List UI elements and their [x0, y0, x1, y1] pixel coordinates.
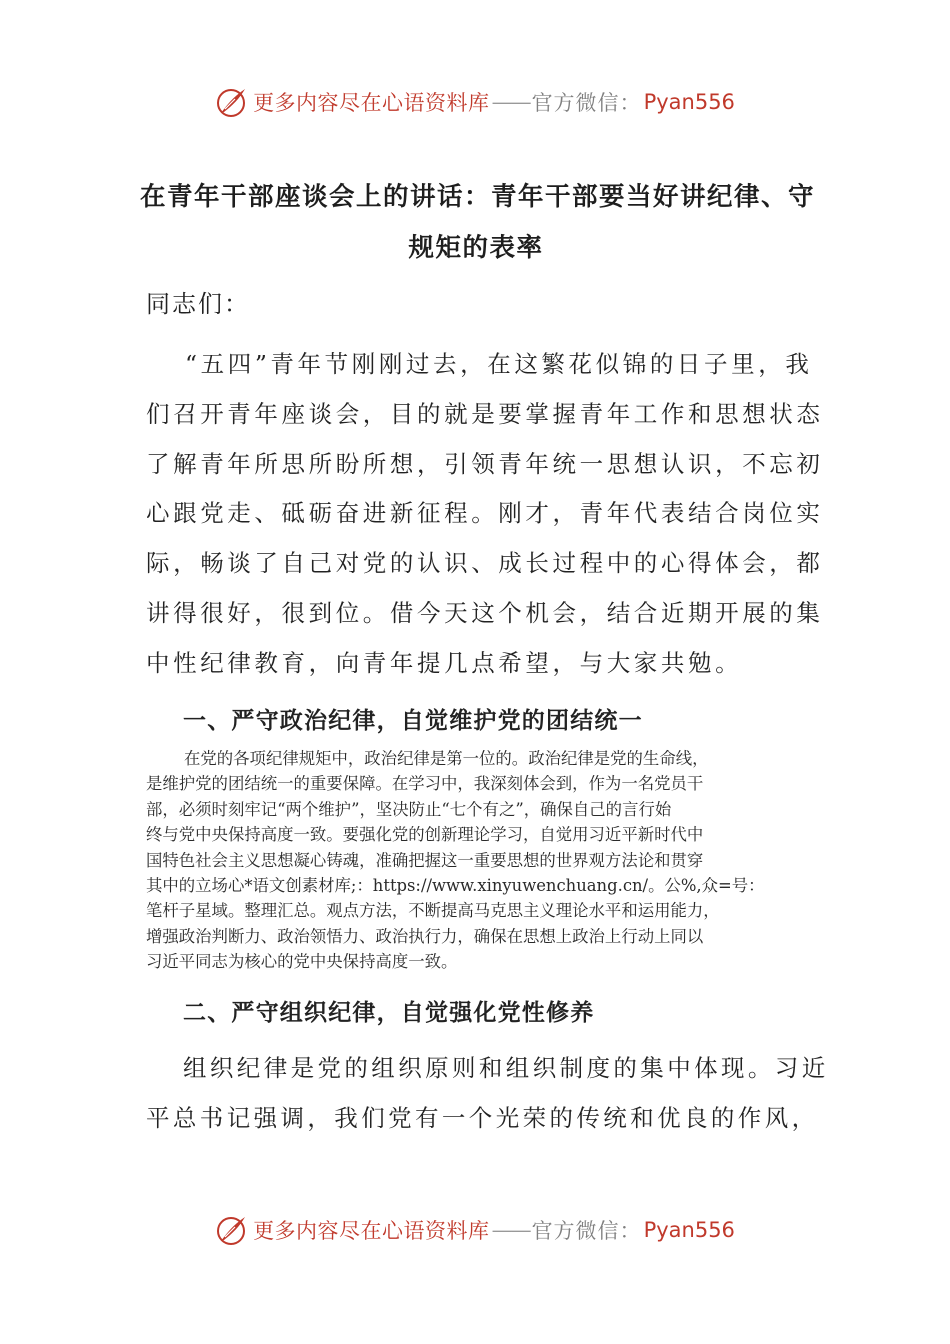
paragraph-line: 际，畅谈了自己对党的认识、成长过程中的心得体会，都: [146, 549, 824, 578]
watermark-brand: 更多内容尽在心语资料库: [253, 1219, 490, 1243]
paragraph-line: 中性纪律教育，向青年提几点希望，与大家共勉。: [146, 648, 743, 677]
section-heading-2: 二、严守组织纪律，自觉强化党性修养: [183, 999, 595, 1026]
paragraph-line: 心跟党走、砥砺奋进新征程。刚才，青年代表结合岗位实: [146, 499, 824, 528]
paragraph-line: “五四”青年节刚刚过去，在这繁花似锦的日子里，我: [185, 350, 813, 378]
quill-logo-icon: [215, 85, 249, 119]
paragraph-line: 终与党中央保持高度一致。要强化党的创新理论学习，自觉用习近平新时代中: [146, 825, 704, 845]
watermark-wechat-id: Pyan556: [643, 90, 735, 114]
paragraph-line: 习近平同志为核心的党中央保持高度一致。: [146, 952, 458, 972]
watermark-brand: 更多内容尽在心语资料库: [253, 91, 490, 115]
paragraph-line: 讲得很好，很到位。借今天这个机会，结合近期开展的集: [146, 598, 824, 627]
watermark-banner-bottom: [0, 1208, 950, 1252]
paragraph-line: 其中的立场心*语文创素材库;：https://www.xinyuwenchuang.cn/。公%,众=号：: [146, 876, 765, 896]
section-1-paragraph: [146, 746, 826, 975]
watermark-contact-label: 官方微信：: [531, 1219, 642, 1243]
paragraph-line: 了解青年所思所盼所想，引领青年统一思想认识，不忘初: [146, 449, 824, 478]
watermark-contact-label: 官方微信：: [531, 91, 642, 115]
document-title: [140, 172, 816, 274]
paragraph-line: 平总书记强调，我们党有一个光荣的传统和优良的作风，: [146, 1103, 819, 1132]
intro-paragraph: [146, 340, 824, 689]
quill-logo-icon: [215, 1213, 249, 1247]
paragraph-line: 们召开青年座谈会，目的就是要掌握青年工作和思想状态: [146, 399, 824, 428]
paragraph-line: 增强政治判断力、政治领悟力、政治执行力，确保在思想上政治上行动上同以: [146, 926, 704, 946]
paragraph-line: 国特色社会主义思想凝心铸魂，准确把握这一重要思想的世界观方法论和贯穿: [146, 850, 704, 870]
watermark-banner-top: [0, 80, 950, 124]
paragraph-line: 是维护党的团结统一的重要保障。在学习中，我深刻体会到，作为一名党员干: [146, 774, 704, 794]
title-line: 在青年干部座谈会上的讲话：青年干部要当好讲纪律、守: [140, 182, 816, 212]
watermark-dash: ——: [491, 1218, 530, 1242]
section-heading-1: 一、严守政治纪律，自觉维护党的团结统一: [183, 707, 643, 734]
paragraph-line: 笔杆子星域。整理汇总。观点方法，不断提高马克思主义理论水平和运用能力，: [146, 901, 720, 921]
greeting: 同志们：: [146, 290, 250, 318]
paragraph-line: 在党的各项纪律规矩中，政治纪律是第一位的。政治纪律是党的生命线，: [184, 749, 709, 768]
watermark-wechat-id: Pyan556: [643, 1218, 735, 1242]
watermark-dash: ——: [491, 90, 530, 114]
section-2-paragraph: [146, 1044, 829, 1144]
paragraph-line: 组织纪律是党的组织原则和组织制度的集中体现。习近: [183, 1054, 829, 1082]
title-line: 规矩的表率: [408, 233, 544, 263]
paragraph-line: 部，必须时刻牢记“两个维护”，坚决防止“七个有之”，确保自己的言行始: [146, 799, 672, 819]
